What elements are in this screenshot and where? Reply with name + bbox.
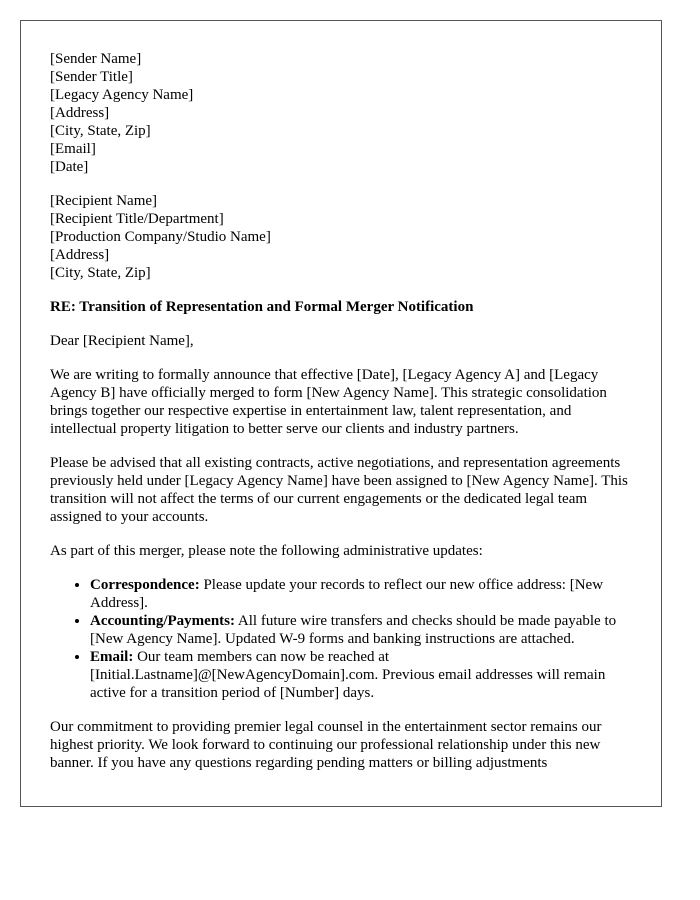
letter-page	[20, 20, 662, 807]
list-item-label: Accounting/Payments:	[90, 613, 235, 629]
subject-line: RE: Transition of Representation and Formal Merger Notification	[50, 299, 474, 315]
sender-email: [Email]	[50, 141, 96, 157]
paragraph-updates-intro: As part of this merger, please note the following administrative updates:	[50, 543, 483, 559]
list-item-label: Email:	[90, 649, 134, 665]
list-item	[90, 612, 635, 648]
updates-list	[50, 576, 635, 702]
recipient-block	[50, 192, 635, 282]
letter-content	[50, 50, 635, 788]
paragraph-intro: We are writing to formally announce that effective [Date], [Legacy Agency A] and [Legacy Agency B] have officially merged to form [New Agency Name]. This strategic consolidation brings together our respective expertise in entertainment law, talent representation, and intellectual property litigation to better serve our clients and industry partners.	[50, 367, 607, 437]
list-item	[90, 576, 635, 612]
recipient-name: [Recipient Name]	[50, 193, 158, 209]
list-item-text: Our team members can now be reached at [Initial.Lastname]@[NewAgencyDomain].com. Previous email addresses will remain active for a transition period of [Number] days.	[90, 649, 606, 701]
paragraph-closing: Our commitment to providing premier legal counsel in the entertainment sector remains our highest priority. We look forward to continuing our professional relationship under this new banner. If you have any questions regarding pending matters or billing adjustments	[50, 719, 602, 771]
list-item-label: Correspondence:	[90, 577, 200, 593]
salutation: Dear [Recipient Name],	[50, 333, 194, 349]
paragraph-contracts: Please be advised that all existing contracts, active negotiations, and representation agreements previously held under [Legacy Agency Name] have been assigned to [New Agency Name]. This transition will not affect the terms of our current engagements or the dedicated legal team assigned to your accounts.	[50, 455, 628, 525]
list-item-text: Please update your records to reflect our new office address: [New Address].	[90, 577, 604, 611]
recipient-city-state-zip: [City, State, Zip]	[50, 265, 151, 281]
recipient-company: [Production Company/Studio Name]	[50, 229, 271, 245]
sender-name: [Sender Name]	[50, 51, 142, 67]
letter-date: [Date]	[50, 159, 89, 175]
sender-city-state-zip: [City, State, Zip]	[50, 123, 151, 139]
sender-title: [Sender Title]	[50, 69, 133, 85]
sender-agency: [Legacy Agency Name]	[50, 87, 194, 103]
list-item-text: All future wire transfers and checks should be made payable to [New Agency Name]. Updated W-9 forms and banking instructions are attached.	[90, 613, 617, 647]
sender-address: [Address]	[50, 105, 110, 121]
recipient-title-department: [Recipient Title/Department]	[50, 211, 224, 227]
sender-block	[50, 50, 635, 176]
list-item	[90, 648, 635, 702]
recipient-address: [Address]	[50, 247, 110, 263]
